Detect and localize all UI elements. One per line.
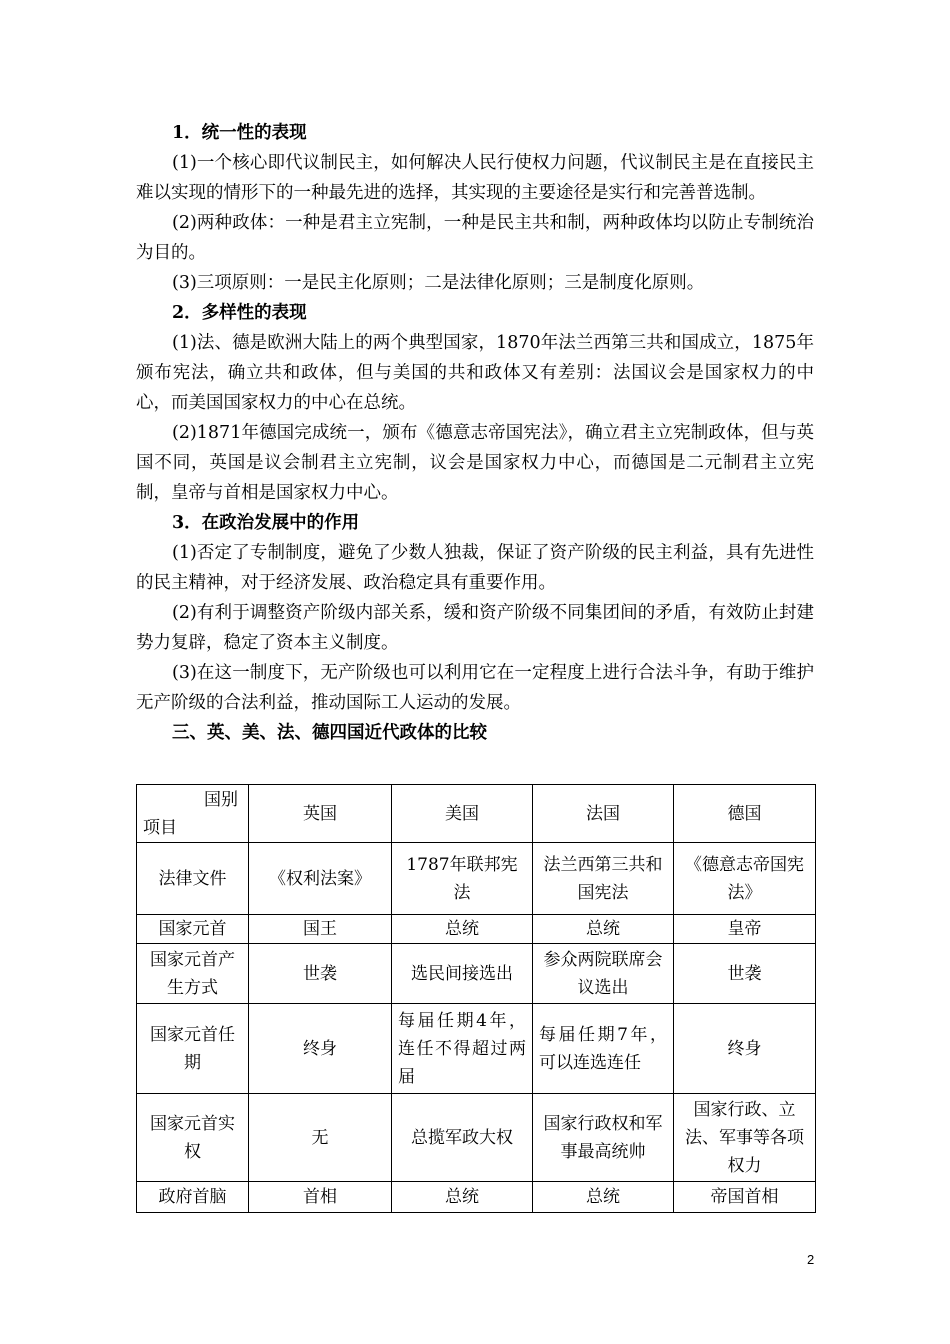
table-cell: 每届任期7年，可以连选连任 xyxy=(533,1004,674,1094)
paragraph: (1)一个核心即代议制民主，如何解决人民行使权力问题，代议制民主是在直接民主难以实现的情形下的一种最先进的选择，其实现的主要途径是实行和完善普选制。 xyxy=(136,153,814,203)
row-label: 国家元首 xyxy=(137,915,249,944)
document-body xyxy=(136,118,814,748)
page-number: 2 xyxy=(807,1252,815,1267)
column-header: 法国 xyxy=(533,785,674,843)
section-heading-unity: 1．统一性的表现 xyxy=(172,123,307,143)
comparison-table xyxy=(136,784,816,1213)
table-cell: 法兰西第三共和国宪法 xyxy=(533,843,674,915)
table-cell: 总统 xyxy=(392,915,533,944)
paragraph: (2)1871年德国完成统一，颁布《德意志帝国宪法》，确立君主立宪制政体，但与英国不同，英国是议会制君主立宪制，议会是国家权力中心，而德国是二元制君主立宪制，皇帝与首相是国家权力中心。 xyxy=(136,423,814,503)
column-header: 德国 xyxy=(674,785,816,843)
paragraph: (1)否定了专制制度，避免了少数人独裁，保证了资产阶级的民主利益，具有先进性的民主精神，对于经济发展、政治稳定具有重要作用。 xyxy=(136,543,814,593)
table-row xyxy=(137,1094,816,1182)
paragraph: (3)在这一制度下，无产阶级也可以利用它在一定程度上进行合法斗争，有助于维护无产阶级的合法利益，推动国际工人运动的发展。 xyxy=(136,663,814,713)
table-cell: 国王 xyxy=(249,915,392,944)
table-cell: 《权利法案》 xyxy=(249,843,392,915)
table-cell: 《德意志帝国宪法》 xyxy=(674,843,816,915)
paragraph: (2)有利于调整资产阶级内部关系，缓和资产阶级不同集团间的矛盾，有效防止封建势力复辟，稳定了资本主义制度。 xyxy=(136,603,814,653)
section-heading-diversity: 2．多样性的表现 xyxy=(172,303,307,323)
table-row xyxy=(137,843,816,915)
section-heading-role: 3．在政治发展中的作用 xyxy=(172,513,360,533)
row-label: 政府首脑 xyxy=(137,1182,249,1213)
table-cell: 1787年联邦宪法 xyxy=(392,843,533,915)
table-cell: 每届任期4年，连任不得超过两届 xyxy=(392,1004,533,1094)
table-cell: 帝国首相 xyxy=(674,1182,816,1213)
row-label: 法律文件 xyxy=(137,843,249,915)
row-label: 国家元首产生方式 xyxy=(137,944,249,1004)
table-cell: 首相 xyxy=(249,1182,392,1213)
table-cell: 国家行政权和军事最高统帅 xyxy=(533,1094,674,1182)
table-cell: 总统 xyxy=(533,1182,674,1213)
corner-bottom-label: 项目 xyxy=(143,817,177,838)
table-cell: 总统 xyxy=(392,1182,533,1213)
table-cell: 选民间接选出 xyxy=(392,944,533,1004)
table-header-row xyxy=(137,785,816,843)
table-cell: 终身 xyxy=(674,1004,816,1094)
table-row xyxy=(137,1182,816,1213)
table-corner-cell xyxy=(137,785,249,843)
table-cell: 国家行政、立法、军事等各项权力 xyxy=(674,1094,816,1182)
paragraph: (3)三项原则：一是民主化原则；二是法律化原则；三是制度化原则。 xyxy=(172,273,705,293)
table-cell: 无 xyxy=(249,1094,392,1182)
table-cell: 世袭 xyxy=(249,944,392,1004)
row-label: 国家元首实权 xyxy=(137,1094,249,1182)
table-row xyxy=(137,1004,816,1094)
table-cell: 皇帝 xyxy=(674,915,816,944)
table-cell: 终身 xyxy=(249,1004,392,1094)
paragraph: (1)法、德是欧洲大陆上的两个典型国家，1870年法兰西第三共和国成立，1875年颁布宪法，确立共和政体，但与美国的共和政体又有差别：法国议会是国家权力的中心，而美国国家权力的中心在总统。 xyxy=(136,333,814,413)
paragraph: (2)两种政体：一种是君主立宪制，一种是民主共和制，两种政体均以防止专制统治为目的。 xyxy=(136,213,814,263)
table-cell: 参众两院联席会议选出 xyxy=(533,944,674,1004)
table-row xyxy=(137,915,816,944)
table-cell: 世袭 xyxy=(674,944,816,1004)
column-header: 英国 xyxy=(249,785,392,843)
row-label: 国家元首任期 xyxy=(137,1004,249,1094)
corner-top-label: 国别 xyxy=(204,789,238,810)
section-heading-comparison: 三、英、美、法、德四国近代政体的比较 xyxy=(172,723,487,743)
table-cell: 总统 xyxy=(533,915,674,944)
table-cell: 总揽军政大权 xyxy=(392,1094,533,1182)
table-row xyxy=(137,944,816,1004)
column-header: 美国 xyxy=(392,785,533,843)
